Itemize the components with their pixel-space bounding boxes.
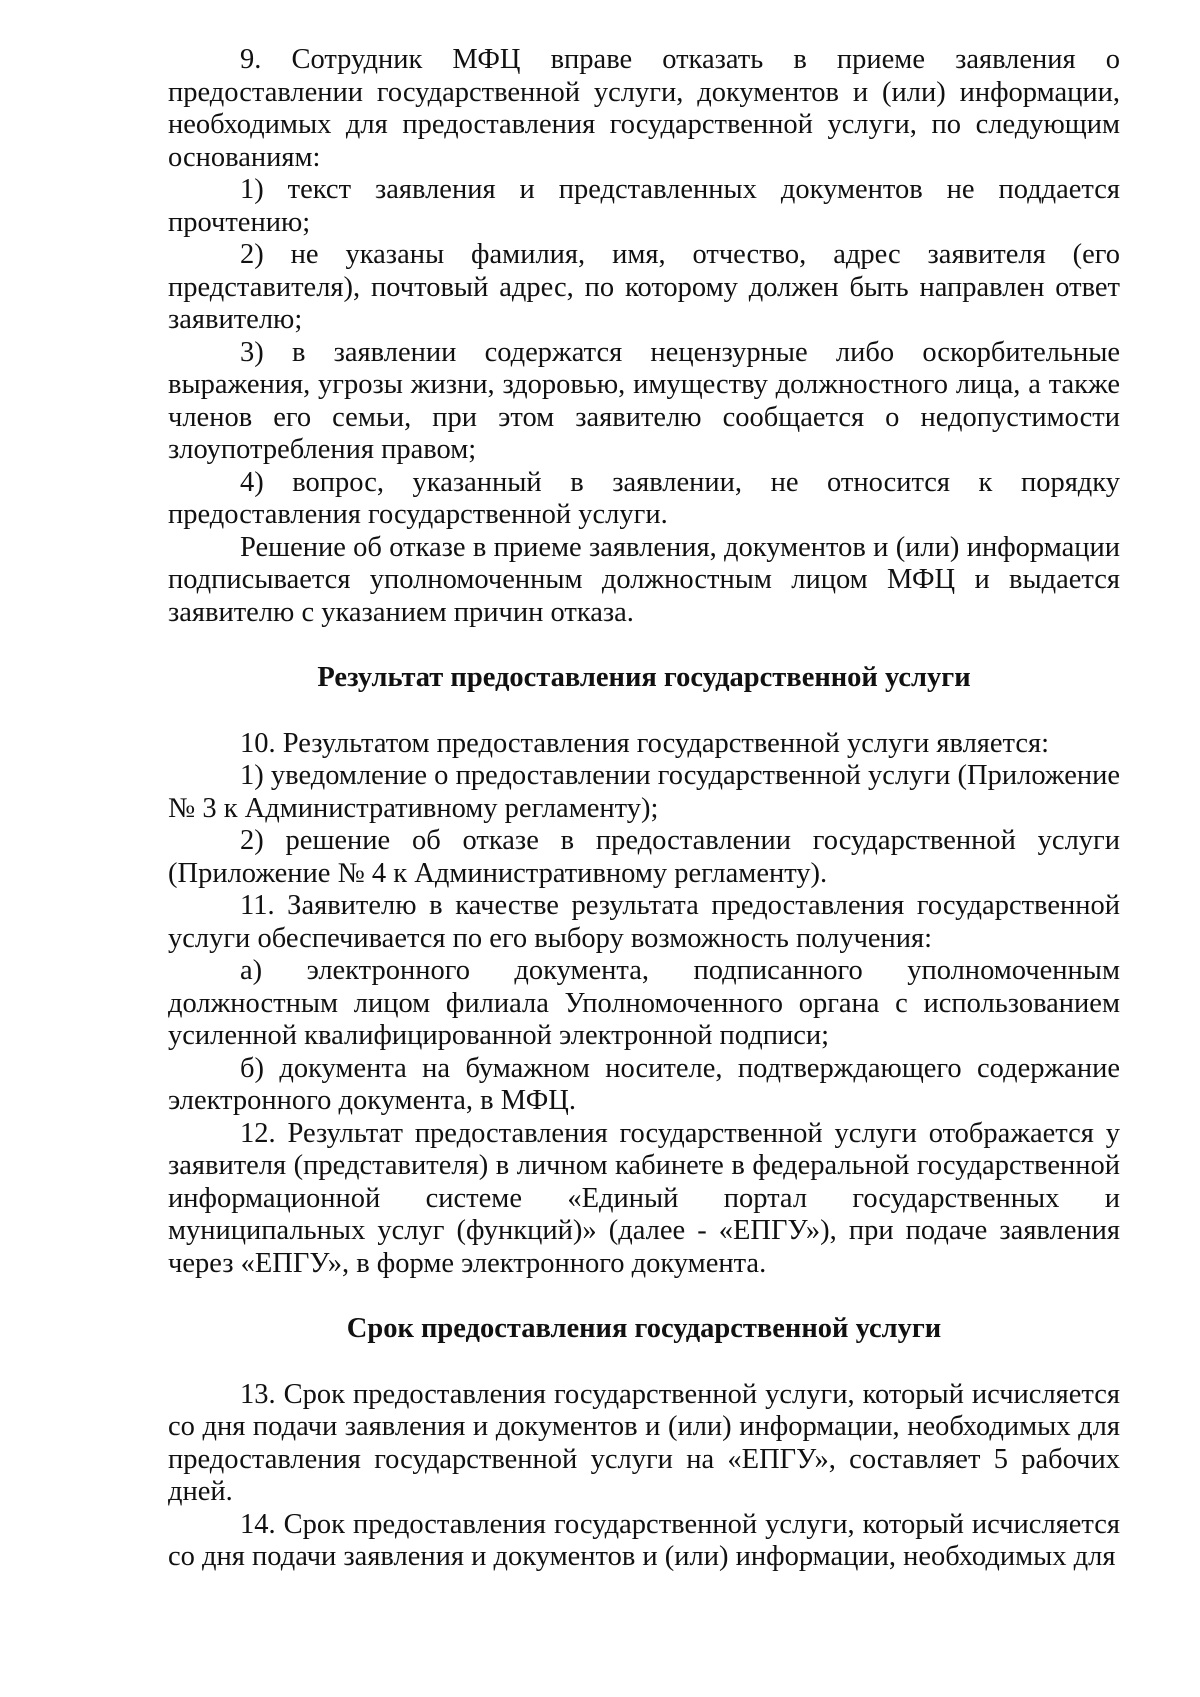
paragraph-11: 11. Заявителю в качестве результата предоставления государственной услуги обеспечивается по его выбору возможность получения: [168,890,1120,954]
list-item-9-3: 3) в заявлении содержатся нецензурные либо оскорбительные выражения, угрозы жизни, здоровью, имуществу должностного лица, а также членов его семьи, при этом заявителю сообщается о недопустимости злоупотребления правом; [168,336,1120,465]
list-item-9-4: 4) вопрос, указанный в заявлении, не относится к порядку предоставления государственной услуги. [168,466,1120,530]
paragraph-10: 10. Результатом предоставления государственной услуги является: [240,727,1050,759]
section-heading-result: Результат предоставления государственной услуги [317,662,971,693]
paragraph-refusal-decision: Решение об отказе в приеме заявления, документов и (или) информации подписывается уполномоченным должностным лицом МФЦ и выдается заявителю с указанием причин отказа. [168,531,1120,628]
document-page [168,44,1120,1574]
list-item-11-b: б) документа на бумажном носителе, подтверждающего содержание электронного документа, в МФЦ. [168,1052,1120,1116]
paragraph-13: 13. Срок предоставления государственной услуги, который исчисляется со дня подачи заявления и документов и (или) информации, необходимых для предоставления государственной услуги на «ЕПГУ», составляет 5 рабочих дней. [168,1378,1120,1507]
list-item-9-1: 1) текст заявления и представленных документов не поддается прочтению; [168,174,1120,238]
list-item-11-a: а) электронного документа, подписанного уполномоченным должностным лицом филиала Уполномоченного органа с использованием усиленной квалифицированной электронной подписи; [168,955,1120,1051]
paragraph-9: 9. Сотрудник МФЦ вправе отказать в приеме заявления о предоставлении государственной услуги, документов и (или) информации, необходимых для предоставления государственной услуги, по следующим основаниям: [168,44,1120,173]
list-item-10-1: 1) уведомление о предоставлении государственной услуги (Приложение № 3 к Административному регламенту); [168,760,1120,824]
paragraph-14: 14. Срок предоставления государственной услуги, который исчисляется со дня подачи заявления и документов и (или) информации, необходимых для [168,1508,1120,1572]
paragraph-12: 12. Результат предоставления государственной услуги отображается у заявителя (представителя) в личном кабинете в федеральной государственной информационной системе «Единый портал государственных и муниципальных услуг (функций)» (далее - «ЕПГУ»), при подаче заявления через «ЕПГУ», в форме электронного документа. [168,1117,1120,1279]
list-item-10-2: 2) решение об отказе в предоставлении государственной услуги (Приложение № 4 к Административному регламенту). [168,825,1120,889]
section-heading-term: Срок предоставления государственной услуги [346,1313,942,1344]
list-item-9-2: 2) не указаны фамилия, имя, отчество, адрес заявителя (его представителя), почтовый адрес, по которому должен быть направлен ответ заявителю; [168,239,1120,335]
